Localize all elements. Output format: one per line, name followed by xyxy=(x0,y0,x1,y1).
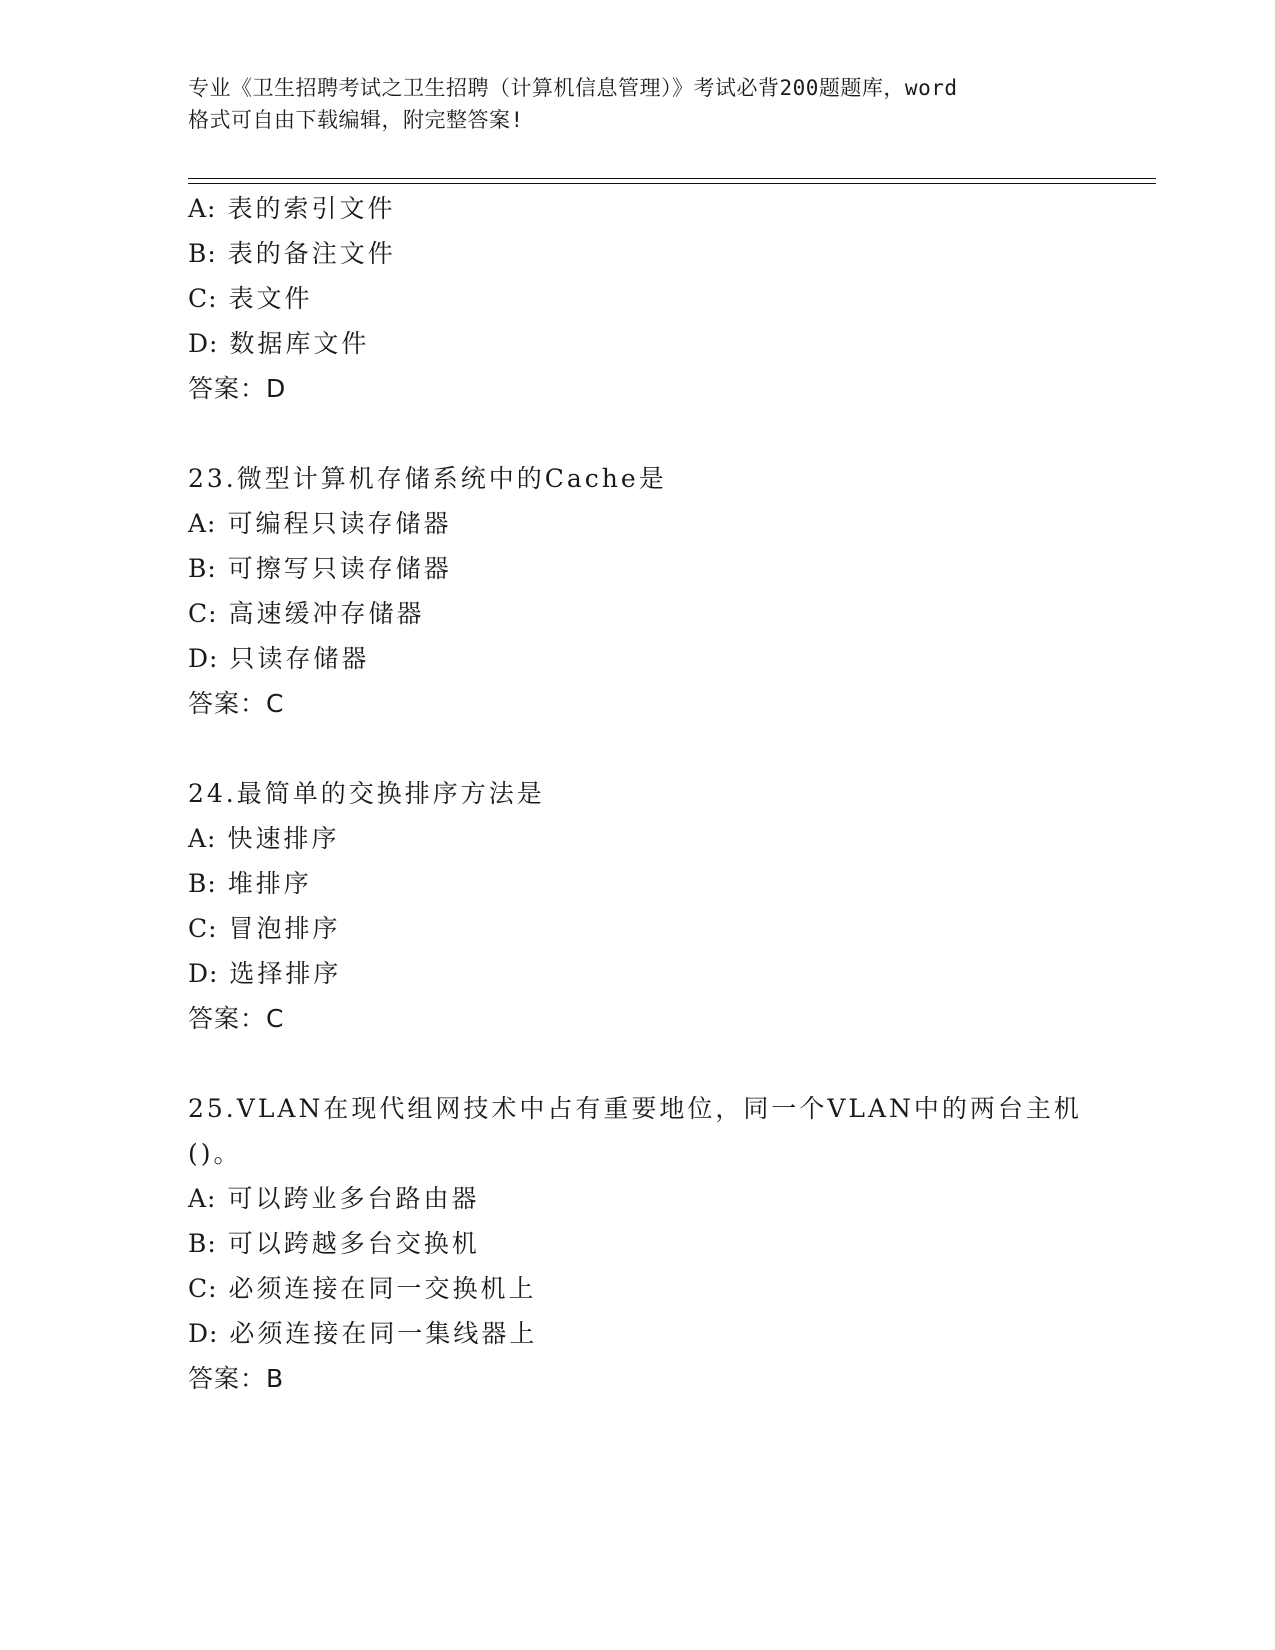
q25-option-a: A: 可以跨业多台路由器 xyxy=(188,1184,480,1213)
header-line-1: 专业《卫生招聘考试之卫生招聘（计算机信息管理）》考试必背200题题库，word xyxy=(188,76,958,100)
q22-option-c: C: 表文件 xyxy=(188,284,313,313)
q25-option-d: D: 必须连接在同一集线器上 xyxy=(188,1319,538,1348)
q24-option-b: B: 堆排序 xyxy=(188,869,312,898)
q23-question: 23.微型计算机存储系统中的Cache是 xyxy=(188,464,667,493)
q22-option-b: B: 表的备注文件 xyxy=(188,239,396,268)
header-divider-top xyxy=(188,178,1156,179)
q22-option-a: A: 表的索引文件 xyxy=(188,194,396,223)
q23-option-c: C: 高速缓冲存储器 xyxy=(188,599,425,628)
q25-question-line-1: 25.VLAN在现代组网技术中占有重要地位，同一个VLAN中的两台主机 xyxy=(188,1094,1082,1123)
q23-option-d: D: 只读存储器 xyxy=(188,644,370,673)
q25-answer: 答案：B xyxy=(188,1364,285,1393)
q22-option-d: D: 数据库文件 xyxy=(188,329,370,358)
q24-question: 24.最简单的交换排序方法是 xyxy=(188,779,545,808)
q25-question-line-2: ()。 xyxy=(188,1139,242,1168)
q23-option-b: B: 可擦写只读存储器 xyxy=(188,554,452,583)
q25-option-c: C: 必须连接在同一交换机上 xyxy=(188,1274,537,1303)
q24-option-a: A: 快速排序 xyxy=(188,824,340,853)
q25-option-b: B: 可以跨越多台交换机 xyxy=(188,1229,480,1258)
q24-option-d: D: 选择排序 xyxy=(188,959,342,988)
q24-answer: 答案：C xyxy=(188,1004,285,1033)
q24-option-c: C: 冒泡排序 xyxy=(188,914,341,943)
q23-answer: 答案：C xyxy=(188,689,285,718)
q23-option-a: A: 可编程只读存储器 xyxy=(188,509,452,538)
document-header xyxy=(188,72,1088,136)
header-line-2: 格式可自由下载编辑，附完整答案! xyxy=(188,108,524,132)
q22-answer: 答案：D xyxy=(188,374,287,403)
header-divider-bottom xyxy=(188,183,1156,184)
